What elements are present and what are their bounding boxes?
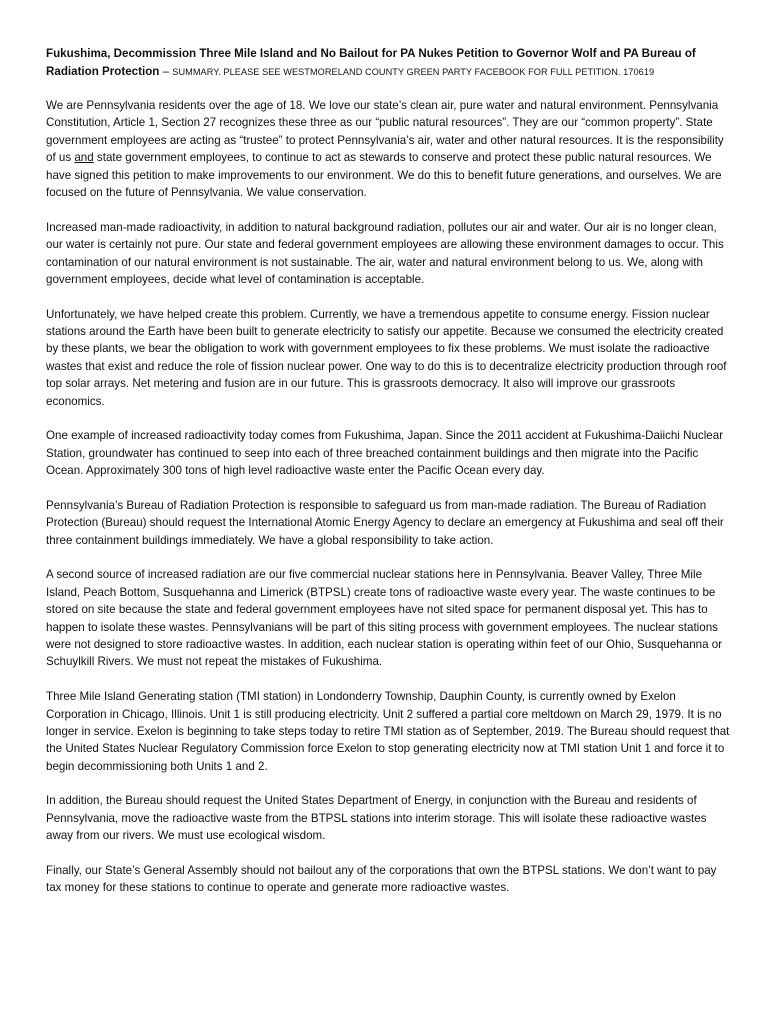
- paragraph-radioactivity: Increased man-made radioactivity, in addition to natural background radiation, pollutes our air and water. Our air is no longer clean, our water is certainly not pure. Our state and federal government employees are allowing these environment damages to occur. This contamination of our natural environment is not sustainable. The air, water and natural environment belong to us. We, along with government employees, decide what level of contamination is acceptable.: [46, 220, 724, 286]
- paragraph-nuclear-stations: A second source of increased radiation are our five commercial nuclear stations here in Pennsylvania. Beaver Valley, Three Mile Island, Peach Bottom, Susquehanna and Limerick (BTPSL) create tons of radioactive waste every year. The waste continues to be stored on site because the state and federal government employees have not sited space for permanent disposal yet. This has to happen to isolate these wastes. Pennsylvanians will be part of this siting process with government employees. The nuclear stations were not designed to store radioactive wastes. In addition, each nuclear station is operating within feet of our Ohio, Susquehanna or Schuylkill Rivers. We must not repeat the mistakes of Fukushima.: [46, 568, 723, 669]
- paragraph-no-bailout: Finally, our State’s General Assembly should not bailout any of the corporations that own the BTPSL stations. We don’t want to pay tax money for these stations to continue to operate and generate more radioactive wastes.: [46, 864, 717, 895]
- title-summary: SUMMARY. PLEASE SEE WESTMORELAND COUNTY GREEN PARTY FACEBOOK FOR FULL PETITION. 170619: [172, 66, 655, 77]
- underlined-and: and: [74, 151, 94, 165]
- paragraph-problem: Unfortunately, we have helped create this problem. Currently, we have a tremendous appetite to consume energy. Fission nuclear stations around the Earth have been built to generate electricity to satisfy our appetite. Because we consumed the electricity created by these plants, we bear the obligation to work with government employees to fix these problems. We must isolate the radioactive wastes that exist and reduce the role of fission nuclear power. One way to do this is to decentralize electricity production through roof top solar arrays. Net metering and fusion are in our future. This is grassroots democracy. It also will improve our grassroots economics.: [46, 307, 727, 408]
- paragraph-fukushima: One example of increased radioactivity today comes from Fukushima, Japan. Since the 2011 accident at Fukushima-Daiichi Nuclear Station, groundwater has continued to seep into each of three breached containment buildings and then migrate into the Pacific Ocean. Approximately 300 tons of high level radioactive waste enter the Pacific Ocean every day.: [46, 429, 724, 478]
- paragraph-bureau: Pennsylvania’s Bureau of Radiation Protection is responsible to safeguard us from man-made radiation. The Bureau of Radiation Protection (Bureau) should request the International Atomic Energy Agency to declare an emergency at Fukushima and seal off their three containment buildings immediately. We have a global responsibility to take action.: [46, 498, 724, 547]
- paragraph-residents-text-2: state government employees, to continue to act as stewards to conserve and protect these public natural resources. We have signed this petition to make improvements to our environment. We do this to benefit future generations, and ourselves. We are focused on the future of Pennsylvania. We value conservation.: [46, 151, 722, 200]
- document-title: [46, 45, 732, 81]
- paragraph-residents: [46, 97, 732, 201]
- title-dash: –: [159, 64, 173, 78]
- paragraph-interim-storage: In addition, the Bureau should request the United States Department of Energy, in conjunction with the Bureau and residents of Pennsylvania, move the radioactive waste from the BTPSL stations into interim storage. This will isolate these radioactive wastes away from our rivers. We must use ecological wisdom.: [46, 794, 707, 843]
- document-page: [46, 45, 732, 914]
- paragraph-tmi: Three Mile Island Generating station (TMI station) in Londonderry Township, Dauphin County, is currently owned by Exelon Corporation in Chicago, Illinois. Unit 1 is still producing electricity. Unit 2 suffered a partial core meltdown on March 29, 1979. It is no longer in service. Exelon is beginning to take steps today to retire TMI station as of September, 2019. The Bureau should request that the United States Nuclear Regulatory Commission force Exelon to stop generating electricity now at TMI station Unit 1 and force it to begin decommissioning both Units 1 and 2.: [46, 690, 730, 773]
- paragraph-residents-text-1: We are Pennsylvania residents over the age of 18. We love our state’s clean air, pure water and natural environment. Pennsylvania Constitution, Article 1, Section 27 recognizes these three as our “public natural resources”. They are our “common property”. State government employees are acting as “trustee” to protect Pennsylvania’s air, water and other natural resources. It is the responsibility of us: [46, 99, 724, 165]
- title-heading: Fukushima, Decommission Three Mile Island and No Bailout for PA Nukes Petition to Governor Wolf and PA Bureau of Radiation Protection: [46, 47, 696, 78]
